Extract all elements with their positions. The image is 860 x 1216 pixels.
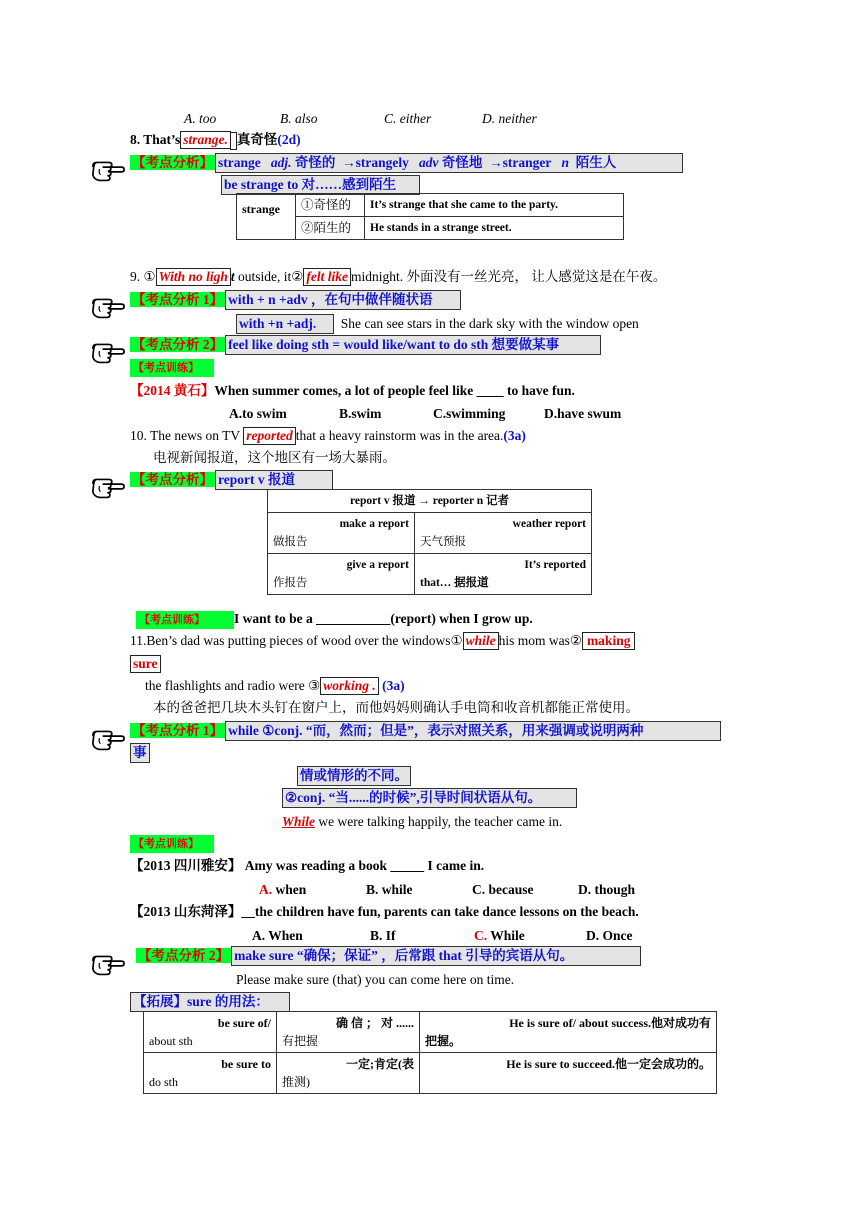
q11-exam1-options xyxy=(259,881,635,899)
q11-sure-table xyxy=(143,1011,717,1094)
q11-line1-mid: his mom was② xyxy=(498,633,582,648)
q11-example2: Please make sure (that) you can come here on time. xyxy=(236,972,515,987)
q11-exam2-option-c-letter: C. xyxy=(474,928,488,943)
q11-answer2-end: sure xyxy=(130,655,161,673)
q9-tail: midnight. 外面没有一丝光亮， 让人感觉这是在午夜。 xyxy=(351,269,667,284)
q9-analysis2-text: feel like doing sth = would like/want to do sth 想要做某事 xyxy=(225,335,601,355)
q11-line1-start: 11.Ben’s dad was putting pieces of wood over the windows① xyxy=(130,633,463,648)
q10-sentence xyxy=(130,427,526,445)
q8-table-meaning2: ②陌生的 xyxy=(296,217,365,240)
q11-exam2-question: __the children have fun, parents can take dance lessons on the beach. xyxy=(241,904,639,919)
q8-answer: strange. xyxy=(180,131,231,149)
q7-options xyxy=(184,110,537,128)
q10-table xyxy=(267,489,592,595)
q9-option-a: A.to swim xyxy=(229,406,287,421)
q9-answer2: felt like xyxy=(303,268,351,286)
q10-training-tag: 【考点训练】 xyxy=(136,611,234,629)
q10-tail: that a heavy rainstorm was in the area. xyxy=(295,428,504,443)
q11-table-sure-to-example: He is sure to succeed.他一定会成功的。 xyxy=(506,1057,711,1071)
q9-mid: outside, it② xyxy=(234,269,304,284)
q11-exam1-option-d: D. though xyxy=(578,882,636,897)
q11-table-sure-of-example: He is sure of/ about success.他对成功有 xyxy=(509,1016,711,1030)
q8-chinese: 真奇怪 xyxy=(236,132,278,147)
pointing-hand-icon xyxy=(90,724,126,754)
q10-lead: 10. The news on TV xyxy=(130,428,240,443)
q11-analysis1-cont-text: 情或情形的不同。 xyxy=(297,766,411,786)
q11-exam2-option-d: D. Once xyxy=(586,928,633,943)
q8-analysis-box xyxy=(215,153,683,173)
q11-training-tag-row xyxy=(130,834,214,853)
q9-exam-source: 【2014 黄石】 xyxy=(130,383,215,398)
q11-analysis1-wrap xyxy=(130,743,150,763)
q8-table-example2: He stands in a strange street. xyxy=(365,217,624,240)
q11-exam2 xyxy=(130,903,639,921)
q11-analysis2 xyxy=(136,946,641,966)
q8-table xyxy=(236,193,624,240)
q10-table-make-report-cn: 做报告 xyxy=(273,536,308,548)
q9-option-c: C.swimming xyxy=(433,406,506,421)
q9-analysis1-tag: 【考点分析 1】 xyxy=(132,292,224,307)
q7-option-a: A. too xyxy=(184,111,217,126)
q9-training-tag: 【考点训练】 xyxy=(130,359,214,377)
q8-analysis-line2 xyxy=(221,175,420,195)
q7-option-d: D. neither xyxy=(482,111,537,126)
q8-sentence xyxy=(130,131,301,150)
q8-word2: →strangely xyxy=(342,155,409,170)
q9-with-adj: with +n +adj. xyxy=(236,314,334,334)
q9-analysis2-tag: 【考点分析 2】 xyxy=(132,337,224,352)
q11-answer2: making xyxy=(582,632,636,650)
q9-answer1 xyxy=(156,268,231,286)
q8-phrase: be strange to 对……感到陌生 xyxy=(221,175,420,195)
pointing-hand-icon xyxy=(90,472,126,502)
q11-table-be-sure-of: be sure of/ xyxy=(217,1016,271,1030)
q8-analysis-line1 xyxy=(130,153,683,173)
q11-line2 xyxy=(145,677,405,695)
q11-exam1-option-b: B. while xyxy=(366,882,413,897)
q11-analysis2-text: make sure “确保；保证” ，后常跟 that 引导的宾语从句。 xyxy=(231,946,641,966)
q11-table-sure-of-meaning: 确 信 ； 对 ...... xyxy=(335,1016,414,1030)
q8-lead: 8. That’s xyxy=(130,132,181,147)
q11-analysis1-second xyxy=(282,788,577,808)
q11-exam2-option-c: While xyxy=(487,928,525,943)
q11-extension xyxy=(130,992,290,1012)
q10-training-question: I want to be a ___________(report) when I grow up. xyxy=(234,611,533,626)
q9-answer1-text: With no ligh xyxy=(158,269,228,284)
q8-pos1: adj. xyxy=(270,155,292,170)
q9-example1: She can see stars in the dark sky with the window open xyxy=(340,316,639,331)
q11-line2-start: the flashlights and radio were ③ xyxy=(145,678,321,693)
q11-analysis1-second-text: ②conj. “当......的时候”,引导时间状语从句。 xyxy=(282,788,577,808)
pointing-hand-icon xyxy=(90,949,126,979)
q10-table-its-reported-cn: that… 据报道 xyxy=(420,577,489,589)
q9-training-tag-row xyxy=(130,358,214,377)
q11-exam2-option-a: A. When xyxy=(252,928,303,943)
q10-analysis-text: report v 报道 xyxy=(215,470,333,490)
q8-word: strange xyxy=(218,155,261,170)
q11-analysis2-tag: 【考点分析 2】 xyxy=(138,948,230,963)
q9-analysis1-example xyxy=(236,314,639,334)
q10-ref: (3a) xyxy=(503,428,526,443)
q9-sentence xyxy=(130,268,666,286)
q8-word3: →stranger xyxy=(489,155,552,170)
q11-exam1-option-a-letter: A. xyxy=(259,882,273,897)
q11-extension-title: 【拓展】sure 的用法： xyxy=(130,992,290,1012)
q10-chinese: 电视新闻报道，这个地区有一场大暴雨。 xyxy=(153,450,396,465)
pointing-hand-icon xyxy=(90,155,126,185)
q11-analysis1-tag: 【考点分析 1】 xyxy=(132,723,224,738)
q8-table-meaning1: ①奇怪的 xyxy=(296,194,365,217)
q11-exam2-source: 【2013 山东菏泽】 xyxy=(130,904,242,919)
q10-table-make-report: make a report xyxy=(339,518,409,530)
q10-answer: reported xyxy=(243,427,296,445)
q11-analysis1 xyxy=(130,721,721,741)
q11-exam1-source: 【2013 四川雅安】 xyxy=(130,858,242,873)
q10-analysis xyxy=(130,470,333,490)
q11-table-sure-to-meaning-2: 推测) xyxy=(282,1075,310,1089)
q11-exam1-question: Amy was reading a book _____ I came in. xyxy=(241,858,485,873)
q11-table-sure-of-example-2: 把握。 xyxy=(425,1034,462,1048)
q9-exam-question: When summer comes, a lot of people feel like ____ to have fun. xyxy=(214,383,575,398)
q8-table-example1: It’s strange that she came to the party. xyxy=(365,194,624,217)
q11-chinese: 本的爸爸把几块木头钉在窗户上，而他妈妈则确认手电筒和收音机都能正常使用。 xyxy=(153,700,639,715)
q8-ref: (2d) xyxy=(277,132,301,147)
q8-pos2: adv xyxy=(419,155,439,170)
q9-exam-options xyxy=(229,405,621,423)
q11-ref: (3a) xyxy=(382,678,405,693)
q10-table-head: report v 报道 → reporter n 记者 xyxy=(268,490,592,513)
q9-option-d: D.have swum xyxy=(544,406,622,421)
q7-option-c: C. either xyxy=(384,111,432,126)
q11-example1 xyxy=(282,813,562,831)
q11-example1-while: While xyxy=(282,814,316,829)
q11-analysis1-text: while ①conj. “而，然而；但是”，表示对照关系，用来强调或说明两种 xyxy=(225,721,721,741)
q9-analysis1 xyxy=(130,290,461,310)
q10-table-its-reported: It’s reported xyxy=(524,559,586,571)
q11-exam2-options xyxy=(252,927,633,945)
q11-exam1-option-c: C. because xyxy=(472,882,534,897)
q11-line1 xyxy=(130,632,635,650)
q11-table-sure-to-meaning: 一定;肯定(表 xyxy=(346,1057,414,1071)
q8-meaning3: 陌生人 xyxy=(575,155,617,170)
q9-analysis2 xyxy=(130,335,601,355)
q11-exam1 xyxy=(130,857,484,875)
q10-analysis-tag: 【考点分析】 xyxy=(132,472,213,487)
q9-option-b: B.swim xyxy=(339,406,382,421)
q8-pos3: n xyxy=(561,155,570,170)
q10-table-give-report-cn: 作报告 xyxy=(273,577,308,589)
q11-table-be-sure-to-2: do sth xyxy=(149,1075,179,1089)
q8-analysis-tag: 【考点分析】 xyxy=(132,155,213,170)
q11-answer2-wrap xyxy=(130,655,161,673)
q7-option-b: B. also xyxy=(280,111,318,126)
q10-table-weather-report: weather report xyxy=(512,518,586,530)
q11-training-tag: 【考点训练】 xyxy=(130,835,214,853)
q9-exam xyxy=(130,382,575,400)
q10-training xyxy=(136,610,533,629)
q11-table-be-sure-to: be sure to xyxy=(221,1057,271,1071)
q8-table-word: strange xyxy=(237,194,296,240)
q10-table-give-report: give a report xyxy=(346,559,409,571)
q8-meaning2: 奇怪地 xyxy=(441,155,483,170)
q11-exam1-option-a: when xyxy=(272,882,307,897)
q10-table-weather-report-cn: 天气预报 xyxy=(420,536,466,548)
q9-answer1-end: t xyxy=(230,269,235,284)
q9-analysis1-text: with + n +adv ，在句中做伴随状语 xyxy=(225,290,461,310)
q11-answer1: while xyxy=(463,632,499,650)
q11-answer3: working . xyxy=(320,677,379,695)
q8-meaning1: 奇怪的 xyxy=(294,155,336,170)
q11-analysis1-wrap-char: 事 xyxy=(130,743,150,763)
q11-example1-rest: we were talking happily, the teacher came in. xyxy=(315,814,563,829)
pointing-hand-icon xyxy=(90,337,126,367)
q11-analysis1-cont xyxy=(297,766,411,786)
q11-exam2-option-b: B. If xyxy=(370,928,396,943)
q11-table-sure-of-meaning-2: 有把握 xyxy=(282,1034,319,1048)
q11-table-be-sure-of-2: about sth xyxy=(149,1034,193,1048)
q9-lead: 9. ① xyxy=(130,269,156,284)
pointing-hand-icon xyxy=(90,292,126,322)
